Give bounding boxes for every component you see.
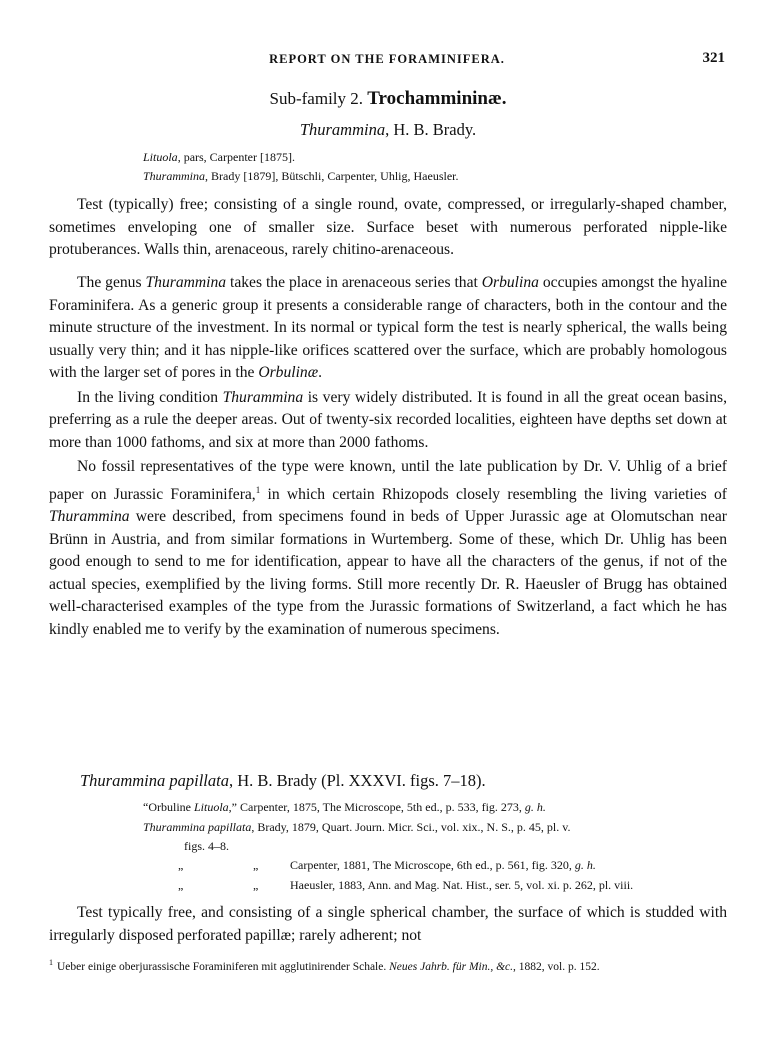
page-number: 321 [702, 50, 725, 66]
synonym-item [143, 148, 743, 167]
subfamily-name: Trochammininæ. [367, 88, 507, 109]
subfamily-heading [0, 88, 776, 110]
running-title: REPORT ON THE FORAMINIFERA. [269, 52, 505, 66]
synonym-text: , pars, Carpenter [1875]. [177, 150, 295, 164]
genus-name: Thurammina [299, 120, 386, 139]
reference-item: Thurammina papillata, Brady, 1879, Quart. Journ. Micr. Sci., vol. xix., N. S., p. 45, pl. v. [143, 820, 571, 834]
ditto-mark: „ [178, 878, 184, 892]
footnote: $^1$ Ueber einige oberjurassische Foraminiferen mit agglutinirender Schale. Neues Jahrb. für Min., &c., 1882, vol. p. 152. [49, 958, 600, 973]
footnote-ref[interactable]: 1 [255, 484, 261, 495]
subfamily-prefix: Sub-family 2. [269, 89, 364, 108]
ditto-mark: „ [253, 858, 259, 872]
synonym-item [143, 167, 743, 186]
synonym-name: Lituola [143, 150, 178, 164]
genus-description [49, 194, 727, 262]
genus-heading [0, 120, 776, 140]
species-heading [80, 771, 486, 791]
paragraph-fossil-record: No fossil representatives of the type were known, until the late publication by Dr. V. Uhlig of a brief paper on Jurassic Foraminifera,$^1$ in which certain Rhizopods closely resembling the living varieties of Thurammina were described, from specimens found in beds of Upper Jurassic age at Olomutschan near Brünn in Austria, and from similar formations in Wurtemberg. Some of these, which Dr. Uhlig has been good enough to send to me for identification, appear to have all the characters of the genus, if not of the actual species, exemplified by the living forms. Still more recently Dr. R. Haeusler of Brugg has obtained well-characterised examples of the type from the Jurassic formations of Switzerland, a fact which he has kindly enabled me to verify by the examination of numerous specimens. [49, 458, 727, 638]
footnote-mark: 1 [49, 958, 53, 967]
body-text [49, 272, 727, 641]
reference-item: Haeusler, 1883, Ann. and Mag. Nat. Hist., ser. 5, vol. xi. p. 262, pl. viii. [290, 878, 634, 892]
reference-item: “Orbuline Lituola,” Carpenter, 1875, The Microscope, 5th ed., p. 533, fig. 273, g. h. [143, 800, 546, 814]
species-author: , H. B. Brady (Pl. XXXVI. figs. 7–18). [228, 771, 486, 790]
synonym-text: , Brady [1879], Bütschli, Carpenter, Uhlig, Haeusler. [205, 169, 459, 183]
paragraph-distribution: In the living condition Thurammina is very widely distributed. It is found in all the great ocean basins, preferring as a rule the deeper areas. Out of twenty-six recorded localities, eighteen have depths set down at more than 1000 fathoms, and six at more than 2000 fathoms. [49, 388, 727, 451]
running-head [49, 52, 725, 70]
species-description-paragraph: Test typically free, and consisting of a single spherical chamber, the surface of which is studded with irregularly disposed perforated papillæ; rarely adherent; not [49, 904, 727, 944]
ditto-mark: „ [253, 878, 259, 892]
synonymy-list [143, 148, 743, 186]
reference-continuation: figs. 4–8. [184, 839, 229, 853]
paragraph-genus-range: The genus Thurammina takes the place in arenaceous series that Orbulina occupies amongst the hyaline Foraminifera. As a generic group it presents a considerable range of characters, both in the contour and the minute structure of the investment. In its normal or typical form the test is nearly spherical, the walls being usually very thin; and it has nipple-like orifices scattered over the surface, which are probably homologous with the larger set of pores in the Orbulinæ. [49, 274, 727, 381]
synonym-name: Thurammina [143, 169, 206, 183]
ditto-mark: „ [178, 858, 184, 872]
genus-author: , H. B. Brady. [385, 120, 477, 139]
species-name: Thurammina papillata [80, 771, 229, 790]
reference-item: Carpenter, 1881, The Microscope, 6th ed., p. 561, fig. 320, g. h. [290, 858, 596, 872]
description-paragraph: Test (typically) free; consisting of a single round, ovate, compressed, or irregularly-shaped chamber, sometimes enveloping one of smaller size. Surface beset with numerous perforated nipple-like protuberances. Walls thin, arenaceous, rarely chitino-arenaceous. [49, 196, 727, 258]
species-description [49, 902, 727, 947]
